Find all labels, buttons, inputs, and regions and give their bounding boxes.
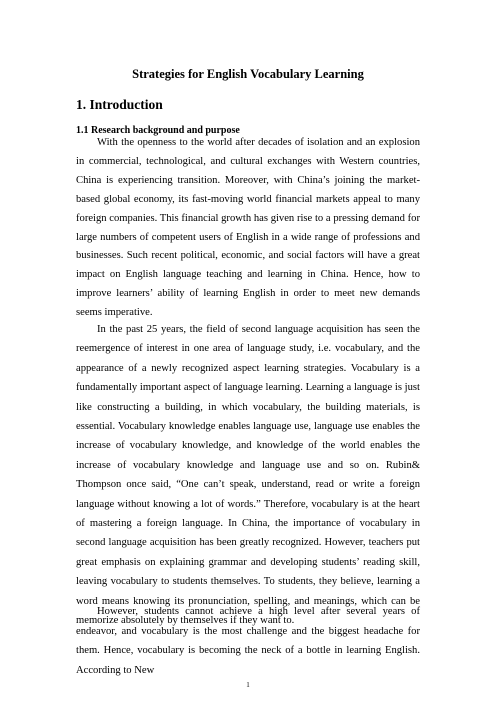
document-title: Strategies for English Vocabulary Learning <box>132 67 364 81</box>
paragraph: However, students cannot achieve a high level after several years of endeavor, and vocabulary is the most challenge and the biggest headache for them. Hence, vocabulary is becoming the neck of a bottle in learning English. According to New <box>76 606 420 676</box>
section-heading: 1. Introduction <box>76 97 163 112</box>
subsection-heading: 1.1 Research background and purpose <box>76 125 240 136</box>
paragraph: With the openness to the world after decades of isolation and an explosion in commercial, technological, and cultural exchanges with Western countries, China is experiencing transition. Moreover, with China’s joining the market-based global economy, its fast-moving world financial markets appeal to many foreign companies. This financial growth has given rise to a pressing demand for large numbers of competent users of English in a wide range of professions and businesses. Such recent political, economic, and social factors will have a great impact on English language teaching and learning in China. Hence, how to improve learners’ ability of learning English in order to meet new demands seems imperative. <box>76 137 420 319</box>
paragraph: In the past 25 years, the field of second language acquisition has seen the reemergence of interest in one area of language study, i.e. vocabulary, and the appearance of a newly recognized aspect learning strategies. Vocabulary is a fundamentally important aspect of language learning. Learning a language is just like constructing a building, in which vocabulary, the building materials, is essential. Vocabulary knowledge enables language use, language use enables the increase of vocabulary knowledge, and knowledge of the world enables the increase of vocabulary knowledge and language use and so on. Rubin& Thompson once said, “One can’t speak, understand, read or write a foreign language without knowing a lot of words.” Therefore, vocabulary is at the heart of mastering a foreign language. In China, the importance of vocabulary in second language acquisition has been greatly recognized. However, teachers put great emphasis on explaining grammar and developing students’ reading skill, leaving vocabulary to students themselves. To students, they believe, learning a word means knowing its pronunciation, spelling, and meanings, which can be memorize absolutely by themselves if they want to. <box>76 324 420 627</box>
page-number: 1 <box>246 681 250 689</box>
